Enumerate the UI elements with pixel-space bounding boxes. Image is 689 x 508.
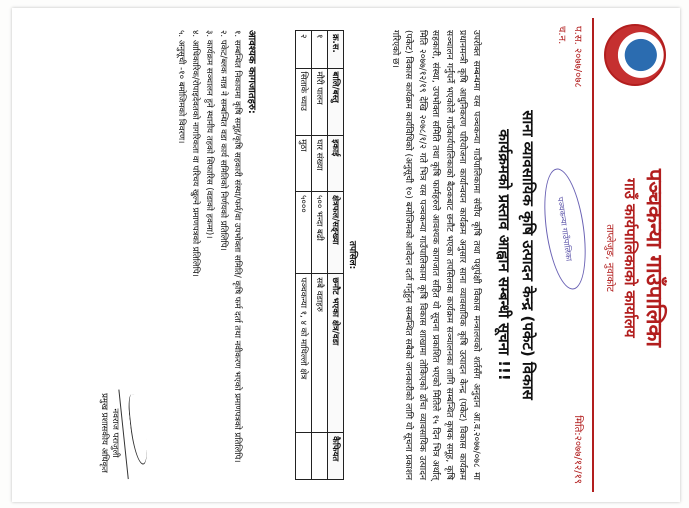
table-cell (312, 433, 328, 480)
table-row (296, 31, 312, 480)
table-cell: ५००० (296, 192, 312, 274)
table-header: बालि/बस्तु (328, 68, 344, 136)
notice-body: उपरोक्त सम्बन्धमा यस पञ्चकन्या गाउँपालिकामा संघीय कृषि तथा पशुपंक्षी विकास मन्त्रालयको शर्तसँग अनुदान आ.व.२०७७/०७८ मा प्रधानमन्त्री कृषि आधुनिकरण परियोजना कार्यान्वयन कार्यक्रम अनुसार साना व्यावसायिक कृषि उत्पादन केन्द्र (पकेट) विकास कार्यक्रम सञ्चालन गर्नुपर्ने भएकोले गाउँकार्यपालिकाको बैठकबाट छनौट भएका तपसिलका कार्यक्रम सञ्चालनका लागि सम्बन्धित कृषक समूह, कृषि सहकारी, संस्था, उपभोक्ता समिति तथा कृषि फार्महरुले आवश्यक कागजात सहित यो सूचना प्रकाशित भएको मितिले १५ दिन भित्र अर्थात् मिति २०७७/१२/१९ देखि २०७८/१/२ गते भित्र यस पञ्चकन्या गाउँपालिकामा कृषि विकास शाखामा तोकिएको ढाँचा व्यावसायिक उत्पादन (पकेट) विकास कार्यक्रम कार्यविधिको (अनुसूची १०) बमोजिमको आवेदन दर्ता गर्नुहुन सम्बन्धित सबैको जानकारीको लागि यो सूचना प्रकाशन गरिएको छ। (390, 30, 481, 480)
table-header: क्र.स. (328, 31, 344, 69)
table-cell: घार संख्या (312, 136, 328, 192)
notice-subtitle: कार्यक्रमको प्रस्ताव आह्वान सम्बन्धी सूचना !!! (495, 129, 513, 381)
document-sheet (12, 8, 680, 502)
office-name: गाउँ कार्यपालिकाको कार्यालय (621, 178, 639, 338)
letterhead-divider (592, 18, 594, 492)
table-cell: १ (312, 31, 328, 69)
signature-block (98, 378, 120, 488)
list-item: १. सम्बन्धित निकायमा कृषि समूह/कृषि सहकारी संस्था/फर्म/वा उपभोक्ता समिति/ कृषि फर्म दर्ता तथा नवीकरण भएको प्रमाणपत्रको प्रतिलिपि। (232, 30, 242, 463)
reference-number: प.स. २०७७/०७८ (572, 26, 583, 88)
signature-scribble (118, 387, 154, 479)
rotated-document (12, 8, 680, 502)
table-header: छनौट भएका क्षेत्र/वडा (328, 274, 344, 433)
table-cell: पञ्चकन्या १, ४ को माथिल्लो क्षेत्र (296, 274, 312, 433)
program-table (295, 30, 344, 480)
table-cell: २ (296, 31, 312, 69)
notice-title: साना व्यावसायिक कृषि उत्पादन केन्द्र (पकेट) विकास (519, 110, 537, 400)
dispatch-number: च.न. (556, 26, 567, 45)
documents-title: आवश्यक कागजातहरु: (246, 30, 257, 114)
letter-date: मिति:२०७७/१२/१९ (572, 415, 583, 484)
table-row (312, 31, 328, 480)
table-cell: सबै वडाहरु (312, 274, 328, 433)
table-cell: मौरी पालन (312, 68, 328, 136)
documents-list (174, 30, 244, 480)
list-item: ४. आधिकारिक/रोपाइदेवतको नागरिकता वा परिचय खुल्ने प्रमाणपत्रको प्रतिलिपि। (190, 30, 200, 277)
table-header: इकाई (328, 136, 344, 192)
table-cell: मुठा (296, 136, 312, 192)
list-item: ३. कार्यक्रम सञ्चालन हुने स्थानीय तहको सिफारिस (वडाको हकमा)। (204, 30, 214, 239)
municipality-logo (604, 24, 666, 86)
list-item: २. पकेट/ब्लक मान्न ने सम्बन्धित वडा कार्य समितिको निर्णयको प्रतिलिपि। (218, 30, 228, 251)
stamp-text: पञ्चकन्या गाउँपालिका (556, 196, 574, 262)
signatory-name: नवराज पराजुली (110, 408, 120, 458)
table-cell (296, 433, 312, 480)
table-cell: सिताके च्याउ (296, 68, 312, 136)
table-header-row (328, 31, 344, 480)
table-cell: ५०० भन्दा बढी (312, 192, 328, 274)
table-title: तपसिल: (347, 240, 357, 270)
office-stamp (538, 166, 593, 292)
signatory-title: प्रमुख प्रशासकीय अधिकृत (99, 393, 109, 473)
table-header: कैफियत (328, 433, 344, 480)
table-header: क्षेत्रफल/सङ्ख्या (328, 192, 344, 274)
municipality-name: पञ्चकन्या गाउँपालिका (641, 168, 666, 348)
office-address: ताप्लेजुङ, नुवाकोट (604, 224, 615, 292)
list-item: ५. अनुसूची -१० बमोजिमको विवरण। (176, 30, 186, 144)
